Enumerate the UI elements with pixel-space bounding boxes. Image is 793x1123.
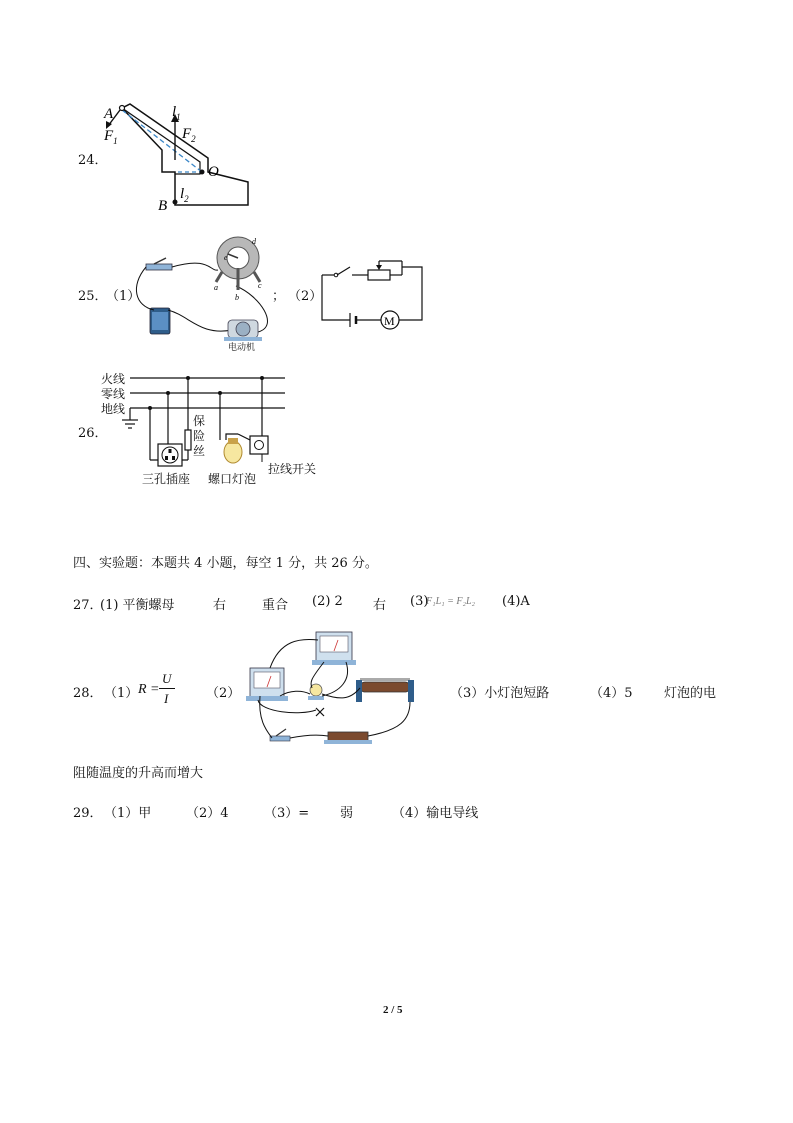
q27-answer-3: 重合 — [262, 598, 289, 613]
q27-answer-5: 右 — [373, 598, 387, 613]
label-B: B — [158, 198, 168, 214]
q29-answer-4: 弱 — [340, 806, 354, 821]
q27-number: 27． — [73, 598, 103, 613]
q25-part2: （2） — [288, 289, 323, 304]
label-l1: $l_1$ — [172, 104, 181, 122]
label-O: O — [208, 164, 219, 180]
q24-number: 24． — [78, 153, 108, 168]
q29-answer-2: （2）4 — [186, 806, 229, 821]
q29-answer-1: （1）甲 — [104, 806, 152, 821]
label-A: A — [104, 106, 114, 122]
q28-fraction-bar — [159, 688, 175, 689]
q29-answer-5: （4）输电导线 — [392, 806, 479, 821]
terminal-b: b — [235, 293, 239, 302]
q25-part1: （1） — [106, 289, 141, 304]
q28-formula-R: R = — [138, 682, 160, 697]
q27-answer-4: (2) 2 — [312, 594, 343, 609]
q28-experiment-circuit — [240, 630, 420, 750]
q28-part1: （1） — [104, 686, 139, 701]
q25-physical-circuit — [140, 236, 280, 351]
terminal-d: d — [252, 237, 256, 246]
label-F2: $F_2$ — [182, 126, 196, 144]
neutral-wire-label: 零线 — [101, 387, 126, 401]
page-number: 2 / 5 — [383, 1004, 403, 1016]
terminal-c: c — [258, 281, 262, 290]
q28-formula-I: I — [164, 691, 169, 706]
q28-part5-continued: 阻随温度的升高而增大 — [73, 766, 204, 781]
q25-schematic — [322, 255, 432, 330]
q25-number: 25． — [78, 289, 108, 304]
q27-answer-1: (1) 平衡螺母 — [100, 598, 175, 613]
q29-number: 29． — [73, 806, 103, 821]
socket-label: 三孔插座 — [142, 472, 191, 486]
q27-answer-7: (4)A — [502, 594, 530, 609]
q28-part2: （2） — [206, 686, 241, 701]
q28-number: 28． — [73, 686, 103, 701]
q24-lever-diagram — [100, 100, 260, 215]
live-wire-label: 火线 — [101, 372, 126, 386]
bulb-label: 螺口灯泡 — [208, 472, 257, 486]
q28-formula-U: U — [162, 671, 172, 686]
q27-formula: F₁L₁ = F₂L₂ — [426, 596, 475, 607]
q28-part4: （4）5 — [590, 686, 633, 701]
q28-part3: （3）小灯泡短路 — [450, 686, 550, 701]
motor-label: 电动机 — [228, 342, 256, 352]
ground-wire-label: 地线 — [101, 402, 126, 416]
label-F1: $F_1$ — [104, 128, 118, 146]
q26-number: 26． — [78, 426, 108, 441]
q27-answer-2: 右 — [213, 598, 227, 613]
terminal-a: a — [214, 283, 218, 292]
q29-answer-3: （3）= — [264, 806, 310, 821]
q27-answer-6: (3) — [410, 594, 429, 609]
label-l2: $l_2$ — [180, 186, 189, 204]
fuse-label: 保 险 丝 — [193, 414, 206, 458]
q28-part5: 灯泡的电 — [664, 686, 717, 701]
terminal-e: e — [224, 253, 228, 262]
q25-sep: ； — [272, 289, 286, 304]
section4-heading: 四、实验题：本题共 4 小题，每空 1 分，共 26 分。 — [73, 556, 378, 571]
motor-symbol: M — [384, 314, 395, 328]
switch-label: 拉线开关 — [268, 462, 317, 476]
